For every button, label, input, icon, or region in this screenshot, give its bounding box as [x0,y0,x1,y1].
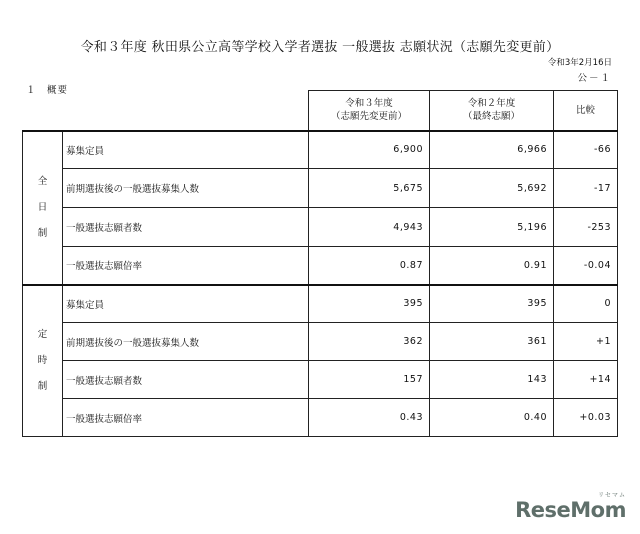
group-label-char: 定 [37,328,48,340]
value-diff: -0.04 [554,247,618,285]
document-date: 令和3年2月16日 [547,58,612,68]
table-row [23,323,618,361]
value-r3: 395 [309,285,430,323]
value-r2: 143 [430,361,554,399]
value-diff: +0.03 [554,399,618,437]
value-r2: 5,692 [430,169,554,208]
value-r2: 395 [430,285,554,323]
group-label-char: 制 [37,227,48,239]
row-label: 募集定員 [63,285,309,323]
row-label: 募集定員 [63,131,309,169]
row-label: 前期選抜後の一般選抜募集人数 [63,169,309,208]
column-header-r2-line1: 令和２年度 [467,98,516,110]
row-label: 一般選抜志願者数 [63,361,309,399]
application-summary-table [22,90,618,437]
group-label-char: 日 [37,201,48,213]
document-code: 公－１ [577,73,612,84]
group-label-fulltime [23,131,63,285]
column-header-r2-line2: （最終志願） [462,111,520,123]
value-r3: 157 [309,361,430,399]
group-label-char: 全 [37,175,48,187]
column-header-r3-line2: （志願先変更前） [330,111,407,123]
value-r2: 0.40 [430,399,554,437]
column-header-r3-line1: 令和３年度 [345,98,393,110]
section-heading: １ 概要 [26,85,69,96]
table-row [23,399,618,437]
value-r3: 5,675 [309,169,430,208]
group-label-parttime [23,285,63,437]
column-header-r3 [309,91,430,131]
value-r3: 6,900 [309,131,430,169]
value-diff: -253 [554,208,618,247]
table-row [23,131,618,169]
column-header-diff: 比較 [554,91,618,131]
table-row [23,285,618,323]
value-r2: 0.91 [430,247,554,285]
value-diff: -66 [554,131,618,169]
value-r2: 361 [430,323,554,361]
value-r3: 0.87 [309,247,430,285]
logo-text: ReseMom [515,498,626,522]
group-label-char: 時 [37,354,48,366]
value-r3: 4,943 [309,208,430,247]
table-row [23,169,618,208]
value-r2: 5,196 [430,208,554,247]
table-row [23,208,618,247]
value-r2: 6,966 [430,131,554,169]
row-label: 一般選抜志願倍率 [63,247,309,285]
group-label-char: 制 [37,380,48,392]
value-r3: 362 [309,323,430,361]
row-label: 前期選抜後の一般選抜募集人数 [63,323,309,361]
row-label: 一般選抜志願者数 [63,208,309,247]
page-title: 令和３年度 秋田県公立高等学校入学者選抜 一般選抜 志願状況（志願先変更前） [80,40,560,55]
table-row [23,361,618,399]
table-header-row [23,91,618,131]
header-blank-cell [23,91,309,131]
column-header-r2 [430,91,554,131]
value-diff: +1 [554,323,618,361]
resemom-logo [515,492,626,522]
logo-subtext: リセマム [598,492,626,499]
table-row [23,247,618,285]
row-label: 一般選抜志願倍率 [63,399,309,437]
value-diff: -17 [554,169,618,208]
value-diff: +14 [554,361,618,399]
value-r3: 0.43 [309,399,430,437]
value-diff: 0 [554,285,618,323]
